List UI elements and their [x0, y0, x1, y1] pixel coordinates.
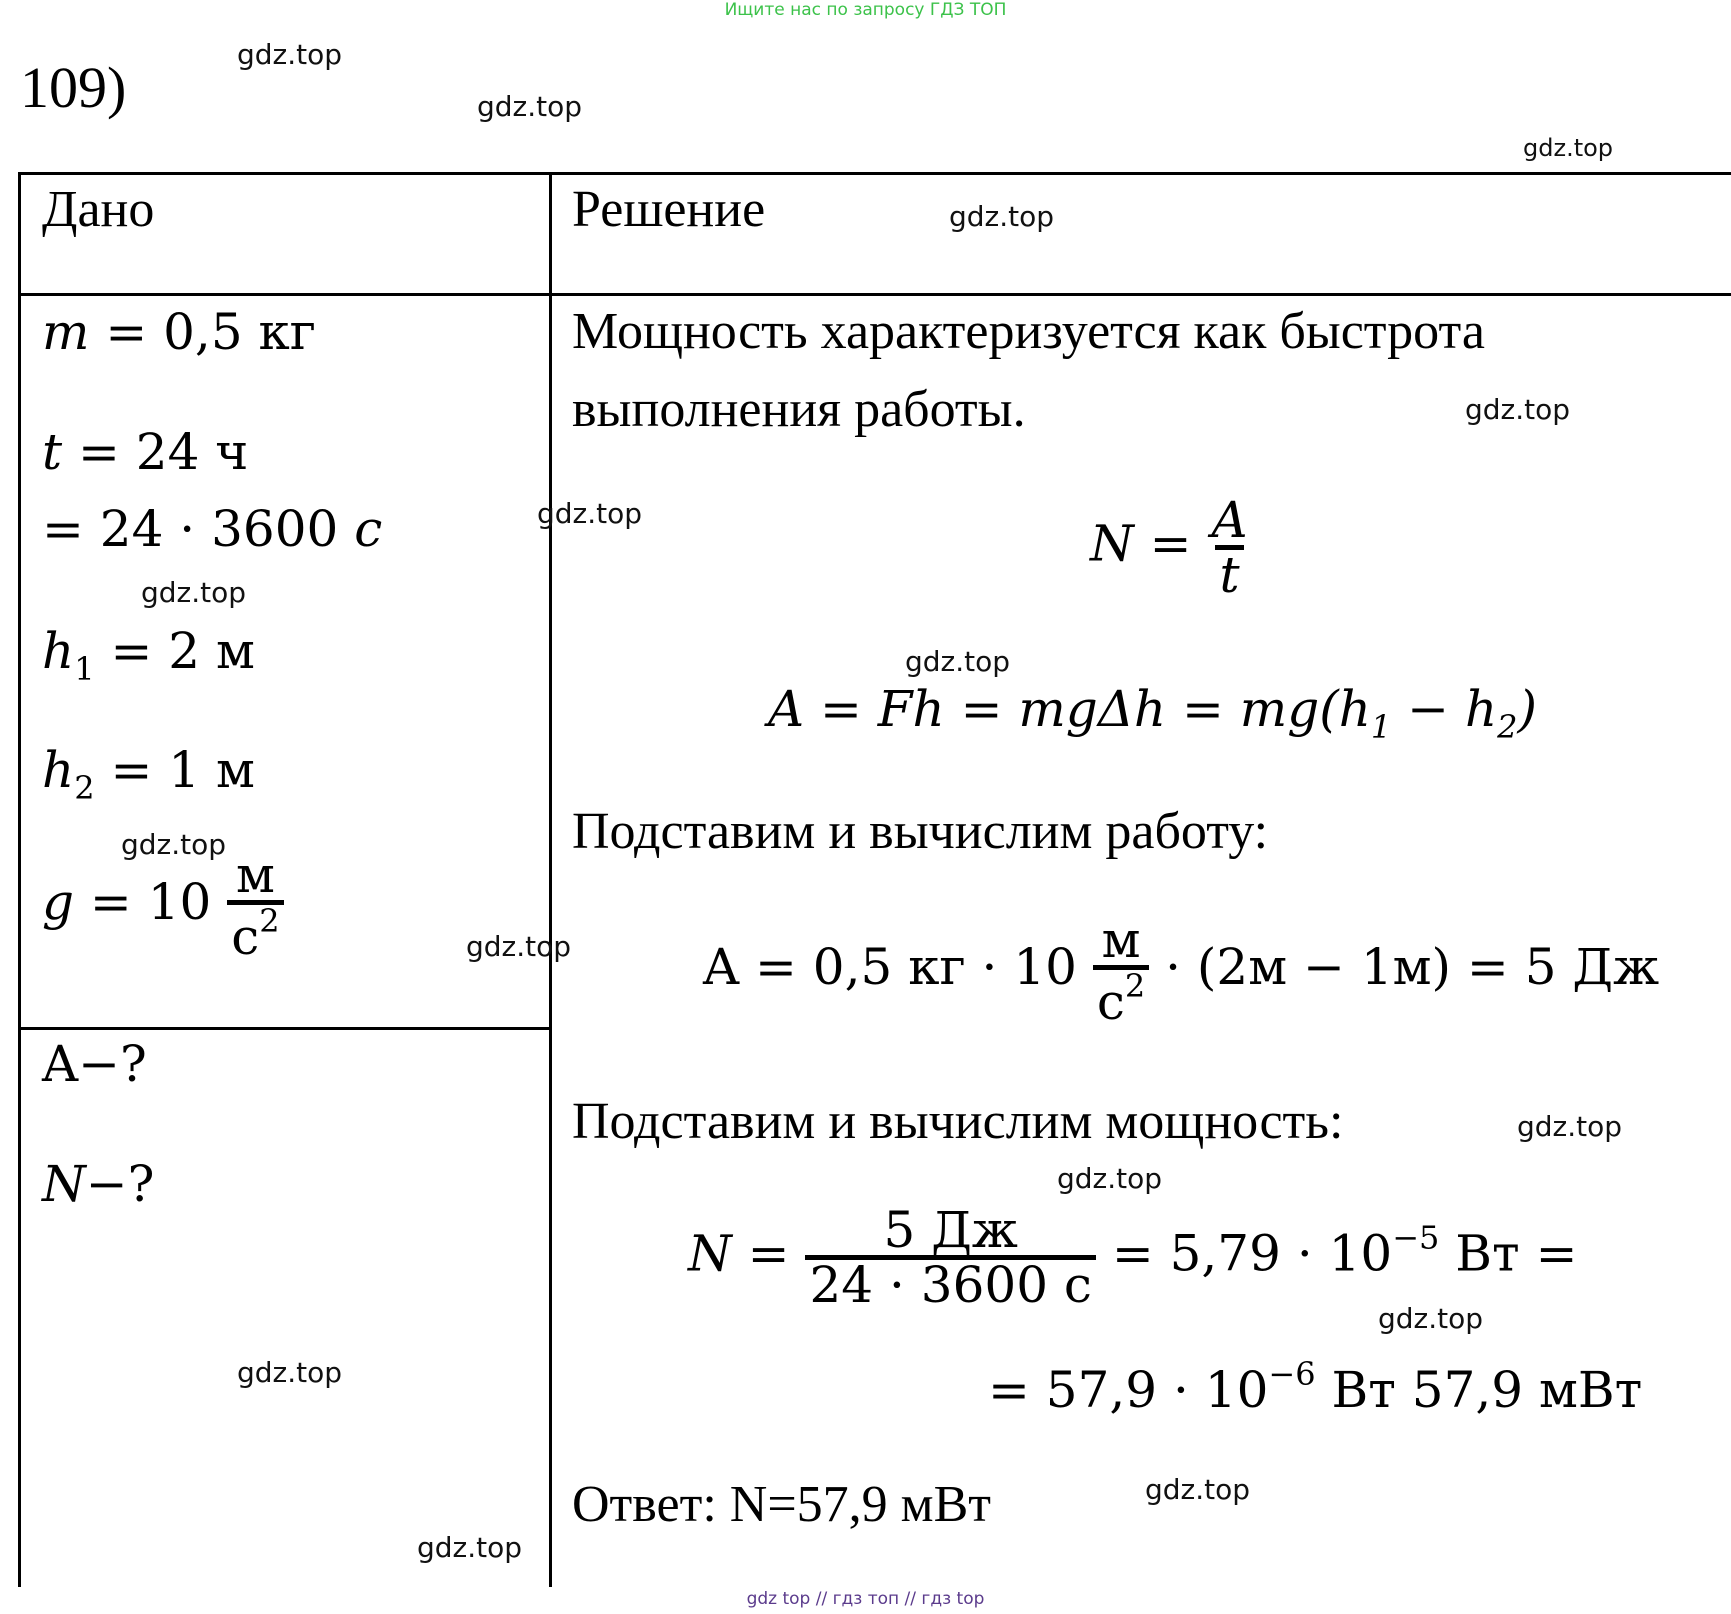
time-value: = 24 ч [78, 423, 249, 481]
power-calc-post: = 5,79 · 10 [1111, 1224, 1393, 1283]
h2-subscript: 2 [74, 769, 95, 807]
watermark: gdz.top [1057, 1162, 1163, 1195]
power-calc-lhs: N = [688, 1224, 790, 1283]
formula-work-mid: − h [1391, 680, 1498, 738]
table-column-divider [549, 172, 552, 1587]
find-power-symbol: N [42, 1155, 86, 1213]
watermark: gdz.top [1517, 1110, 1623, 1143]
work-calc-power: 2 [1124, 967, 1146, 1005]
power-calc-denominator: 24 · 3600 c [805, 1255, 1095, 1310]
watermark: gdz.top [417, 1531, 523, 1564]
formula-power-lhs: N [1090, 514, 1134, 573]
given-time [42, 423, 248, 481]
problem-number: 109) [20, 55, 127, 120]
h1-subscript: 1 [74, 650, 95, 688]
watermark: gdz.top [1465, 393, 1571, 426]
power-calc-text: Подставим и вычислим мощность: [572, 1093, 1344, 1150]
watermark: gdz.top [237, 38, 343, 71]
power-calc2-post: Вт 57,9 мВт [1315, 1361, 1643, 1419]
formula-power-numerator: A [1211, 491, 1248, 549]
work-calc-pre: A = 0,5 кг · 10 [703, 938, 1077, 996]
work-calculation [703, 911, 1660, 1031]
g-unit-power: 2 [259, 902, 280, 940]
bottom-banner: gdz top // гдз топ // гдз top [746, 1589, 985, 1609]
work-calc-text: Подставим и вычислим работу: [572, 803, 1269, 860]
power-calc-fraction [805, 1201, 1095, 1314]
g-unit-fraction [227, 846, 283, 966]
g-unit-numerator: м [235, 846, 275, 904]
solution-intro-line2: выполнения работы. [572, 381, 1026, 438]
formula-work-sub2: 2 [1497, 708, 1518, 746]
watermark: gdz.top [1523, 134, 1614, 162]
time-seconds-unit: c [354, 500, 383, 558]
find-work: A−? [42, 1035, 147, 1093]
work-calc-post: · (2м − 1м) = 5 Дж [1165, 938, 1660, 996]
given-h2 [42, 741, 255, 807]
top-banner: Ищите нас по запросу ГДЗ ТОП [724, 0, 1007, 20]
given-time-seconds [42, 500, 382, 558]
formula-work-sub1: 1 [1370, 708, 1392, 746]
h2-symbol: h [42, 741, 75, 799]
watermark: gdz.top [905, 645, 1011, 678]
mass-value: = 0,5 кг [105, 303, 316, 361]
table-top-border [18, 172, 1731, 175]
given-header: Дано [42, 181, 155, 238]
solution-header: Решение [572, 181, 766, 238]
power-calc-unit: Вт = [1439, 1224, 1578, 1283]
given-g [42, 846, 284, 966]
watermark: gdz.top [121, 828, 227, 861]
find-power [42, 1155, 154, 1213]
mass-symbol: m [42, 303, 90, 361]
given-find-divider [18, 1027, 551, 1030]
solution-intro-line1: Мощность характеризуется как быстрота [572, 303, 1485, 360]
formula-work [768, 680, 1537, 746]
h1-value: = 2 м [110, 622, 255, 680]
g-unit-denominator: $c^2$ [227, 900, 283, 962]
table-header-divider [18, 293, 1731, 296]
formula-power-fraction [1207, 491, 1251, 604]
power-calc2-exp: −6 [1268, 1355, 1316, 1393]
g-symbol: g [42, 873, 75, 931]
formula-power-eq: = [1149, 514, 1192, 573]
watermark: gdz.top [537, 497, 643, 530]
time-seconds-value: = 24 · 3600 [42, 500, 355, 558]
table-left-border [18, 172, 21, 1587]
watermark: gdz.top [1145, 1473, 1251, 1506]
find-power-question: −? [85, 1155, 155, 1213]
g-value: = 10 [89, 873, 212, 931]
watermark: gdz.top [477, 90, 583, 123]
power-calc-numerator: 5 Дж [883, 1201, 1018, 1259]
watermark: gdz.top [949, 200, 1055, 233]
work-calc-denominator: $c^2$ [1093, 965, 1149, 1027]
power-calc-exp: −5 [1392, 1218, 1440, 1257]
work-calc-numerator: м [1101, 911, 1141, 969]
watermark: gdz.top [466, 930, 572, 963]
formula-work-end: ) [1517, 680, 1538, 738]
watermark: gdz.top [141, 576, 247, 609]
formula-work-main: A = Fh = mgΔh = mg(h [768, 680, 1371, 738]
given-h1 [42, 622, 255, 688]
h2-value: = 1 м [110, 741, 255, 799]
answer: Ответ: N=57,9 мВт [572, 1476, 991, 1533]
watermark: gdz.top [237, 1356, 343, 1389]
power-calculation [688, 1201, 1578, 1314]
power-calculation-continued [988, 1355, 1642, 1419]
time-symbol: t [42, 423, 63, 481]
h1-symbol: h [42, 622, 75, 680]
formula-power-denominator: t [1215, 545, 1243, 600]
given-mass [42, 303, 316, 361]
work-calc-fraction [1093, 911, 1149, 1031]
watermark: gdz.top [1378, 1302, 1484, 1335]
power-calc2-pre: = 57,9 · 10 [988, 1361, 1269, 1419]
formula-power [1090, 491, 1252, 604]
